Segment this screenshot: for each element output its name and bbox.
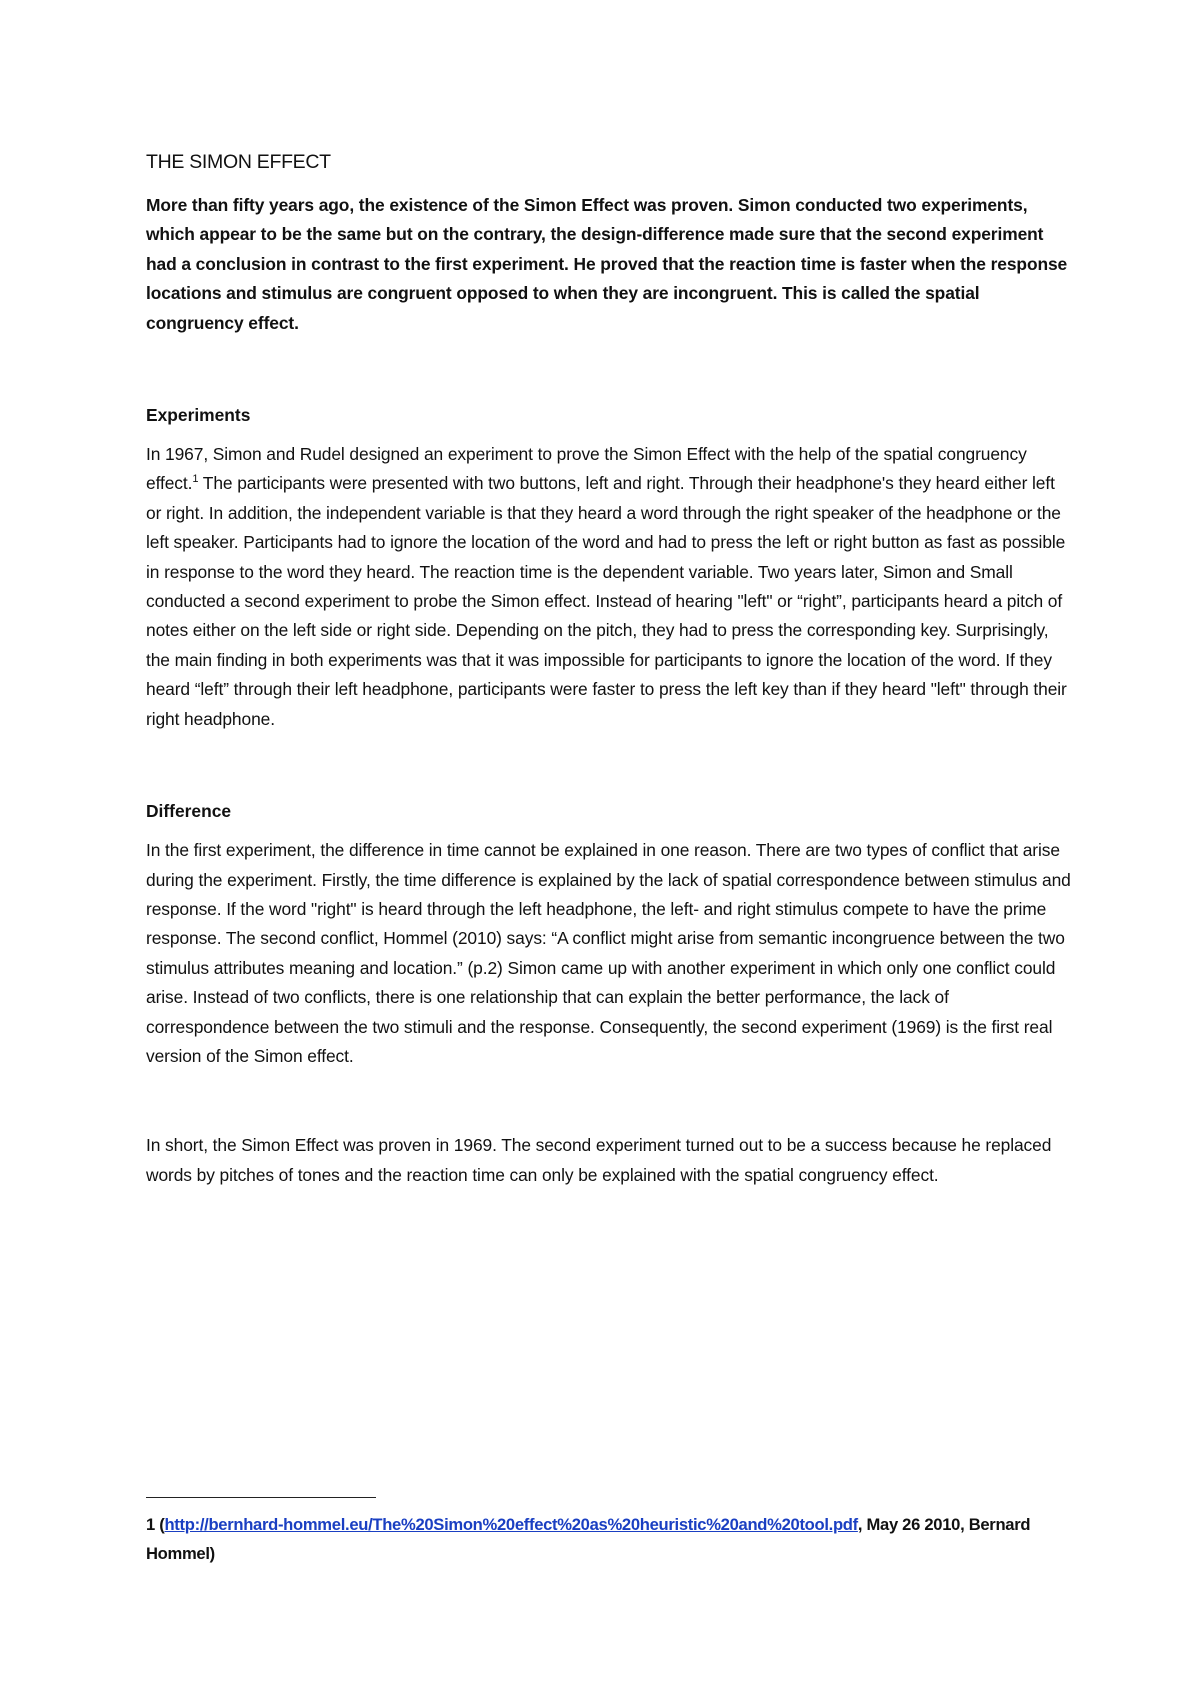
section-difference xyxy=(146,797,1071,1071)
experiments-text-part-2: The participants were presented with two buttons, left and right. Through their headphone's they heard either left or right. In addition, the independent variable is that they heard a word through the right speaker of the headphone or the left speaker. Participants had to ignore the location of the word and had to press the left or right button as fast as possible in response to the word they heard. The reaction time is the dependent variable. Two years later, Simon and Small conducted a second experiment to probe the Simon effect. Instead of hearing "left" or “right”, participants heard a pitch of notes either on the left side or right side. Depending on the pitch, they had to press the corresponding key. Surprisingly, the main finding in both experiments was that it was impossible for participants to ignore the location of the word. If they heard “left” through their left headphone, participants were faster to press the left key than if they heard "left" through their right headphone. xyxy=(146,473,1067,729)
conclusion-paragraph: In short, the Simon Effect was proven in 1969. The second experiment turned out to be a success because he replaced words by pitches of tones and the reaction time can only be explained with the spatial congruency effect. xyxy=(146,1135,1052,1185)
footnote-divider xyxy=(146,1497,376,1498)
section-heading-difference: Difference xyxy=(146,801,232,822)
document-title: THE SIMON EFFECT xyxy=(146,151,331,173)
intro-paragraph: More than fifty years ago, the existence of the Simon Effect was proven. Simon conducted two experiments, which appear to be the same but on the contrary, the design-difference made sure that the second experiment had a conclusion in contrast to the first experiment. He proved that the reaction time is faster when the response locations and stimulus are congruent opposed to when they are incongruent. This is called the spatial congruency effect. xyxy=(146,195,1068,333)
footnote xyxy=(146,1510,1076,1568)
footnote-link[interactable]: http://bernhard-hommel.eu/The%20Simon%20effect%20as%20heuristic%20and%20tool.pdf xyxy=(164,1515,858,1534)
footnote-prefix: 1 ( xyxy=(146,1515,165,1534)
section-heading-experiments: Experiments xyxy=(146,405,251,426)
section-experiments xyxy=(146,401,1071,734)
document-body xyxy=(146,148,1071,1190)
footnote-reference[interactable]: 1 xyxy=(192,473,199,486)
experiments-text-part-1: In 1967, Simon and Rudel designed an experiment to prove the Simon Effect with the help of the spatial congruency effect. xyxy=(146,444,1027,494)
difference-paragraph: In the first experiment, the difference in time cannot be explained in one reason. There are two types of conflict that arise during the experiment. Firstly, the time difference is explained by the lack of spatial correspondence between stimulus and response. If the word "right" is heard through the left headphone, the left- and right stimulus compete to have the prime response. The second conflict, Hommel (2010) says: “A conflict might arise from semantic incongruence between the two stimulus attributes meaning and location.” (p.2) Simon came up with another experiment in which only one conflict could arise. Instead of two conflicts, there is one relationship that can explain the better performance, the lack of correspondence between the two stimuli and the response. Consequently, the second experiment (1969) is the first real version of the Simon effect. xyxy=(146,840,1071,1066)
experiments-paragraph xyxy=(146,440,1071,734)
footnote-suffix: , May 26 2010, Bernard Hommel) xyxy=(146,1515,1031,1563)
